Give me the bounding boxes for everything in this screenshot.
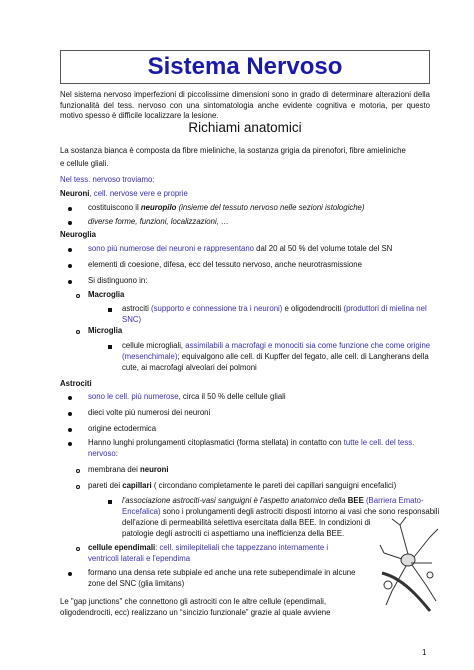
text: BEE	[347, 496, 364, 505]
text: (supporto e connessione tra i neuroni)	[151, 304, 283, 313]
bee-line-4: patologie degli astrociti ci aspettiamo una inefficienza della BEE.	[122, 529, 345, 538]
text: sono i prolungamenti degli astrociti disposti intorno ai vasi che sono responsabili	[160, 507, 440, 516]
text: :	[115, 449, 118, 458]
neuroni-label: Neuroni	[60, 189, 90, 198]
sostanza-line-1: La sostanza bianca è composta da fibre mieliniche, la sostanza grigia da pirenofori, fibre amieliniche	[60, 146, 406, 155]
pareti-line	[88, 481, 396, 492]
bullet-dot	[68, 248, 72, 252]
bullet-dot	[68, 221, 72, 225]
text: e oligodendrociti	[282, 304, 344, 313]
text: (insieme del tessuto nervoso nelle sezioni istologiche)	[176, 203, 365, 212]
tess-trovi: Nel tess. nervoso troviamo:	[60, 175, 155, 184]
text: tutte le cell. del tess.	[343, 438, 415, 447]
text: ; equivalgono alle cell. di Kupffer del fegato, alle cell. di Langherans della	[177, 352, 429, 361]
ependimali-line-1	[88, 543, 328, 554]
bullet-dot	[68, 207, 72, 211]
text: nervoso	[88, 449, 116, 458]
gap-line-1: Le "gap junctions" che connettono gli astrociti con le altre cellule (ependimali,	[60, 597, 327, 606]
neuroni-bullet-2: diverse forme, funzioni, localizzazioni, …	[88, 217, 229, 226]
text: (produttori di mielina nel	[343, 304, 427, 313]
astrociti-bullet-2: dieci volte più numerosi dei neuroni	[88, 408, 211, 417]
astrociti-bullet-1	[88, 392, 286, 403]
astrocyte-illustration	[378, 515, 442, 620]
rete-line-2: zone del SNC (glia limitans)	[88, 579, 185, 588]
intro-paragraph: Nel sistema nervoso imperfezioni di piccolissime dimensioni sono in grado di determinare alterazioni della funzionalità del tess. nervoso con una sintomatologia anche evidente cognitiva e motoria, per questo motivo spesso è difficile localizzare la lesione.	[60, 90, 430, 121]
bullet-dot	[68, 264, 72, 268]
macroglia-line-1	[122, 304, 427, 315]
neuroglia-bullet-2: elementi di coesione, difesa, ecc del tessuto nervoso, anche neurotrasmissione	[88, 260, 362, 269]
astrociti-bullet-4-line-1	[88, 438, 414, 449]
text: pareti dei	[88, 481, 123, 490]
text: dal 20 al 50 % del volume totale del SN	[254, 244, 393, 253]
neuroni-rest: , cell. nervose vere e proprie	[89, 189, 188, 198]
bullet-square	[108, 345, 112, 349]
section-heading: Richiami anatomici	[188, 120, 302, 135]
macroglia-line-2: SNC)	[122, 315, 142, 324]
gap-line-2: oligodendrociti, ecc) realizzano un “sincizio funzionale” grazie al quale avviene	[60, 608, 331, 617]
sostanza-line-2: e cellule gliali.	[60, 159, 109, 168]
bee-line-1	[122, 496, 424, 507]
neuroni-heading	[60, 189, 188, 200]
bullet-circle	[76, 469, 80, 473]
text: Hanno lunghi prolungamenti citoplasmatici (forma stellata) in contatto con	[88, 438, 344, 447]
neuroni-bullet-1	[88, 203, 365, 214]
text: :	[155, 543, 160, 552]
text: cell. similepiteliali che tappezzano internamente i	[159, 543, 329, 552]
astrociti-bullet-4-line-2	[88, 449, 118, 460]
bullet-circle	[76, 547, 80, 551]
text: astrociti	[122, 304, 152, 313]
ependimali-line-2: ventricoli laterali e l'ependima	[88, 554, 191, 563]
bullet-square	[108, 500, 112, 504]
neuropilo-term: neuropilo	[140, 203, 177, 212]
bullet-dot	[68, 442, 72, 446]
membrana-line	[88, 465, 169, 476]
neuroglia-bullet-3: Si distinguono in:	[88, 276, 148, 285]
bullet-dot	[68, 396, 72, 400]
text: (mesenchimale)	[122, 352, 178, 361]
text: Encefalica)	[122, 507, 161, 516]
bullet-circle	[76, 485, 80, 489]
text: membrana dei	[88, 465, 141, 474]
rete-line-1: formano una densa rete subpiale ed anche una rete subependimale in alcune	[88, 568, 356, 577]
bullet-dot	[68, 428, 72, 432]
text: costituiscono il	[88, 203, 141, 212]
macroglia-label: Macroglia	[88, 290, 125, 299]
bullet-dot	[68, 412, 72, 416]
page-number: 1	[422, 648, 427, 657]
text: sono le cell. più numerose	[88, 392, 179, 401]
microglia-line-3: cute, ai macrofagi alveolari dei polmoni	[122, 363, 257, 372]
text: (Barriera Emato-	[363, 496, 424, 505]
text: assimilabili a macrofagi e monociti sia come funzione che come origine	[185, 341, 431, 350]
text: cellule microgliali,	[122, 341, 186, 350]
microglia-line-1	[122, 341, 430, 352]
astrociti-label: Astrociti	[60, 379, 92, 388]
text: , circa il 50 % delle cellule gliali	[178, 392, 286, 401]
neuroglia-label: Neuroglia	[60, 230, 96, 239]
text: l'associazione astrociti-vasi sanguigni è l'aspetto anatomico della	[122, 496, 348, 505]
text: cellule ependimali	[88, 543, 156, 552]
bullet-circle	[76, 330, 80, 334]
bee-line-3: dell'azione di permeabilità selettiva esercitata dalla BEE. In condizioni di	[122, 518, 371, 527]
text: capillari	[122, 481, 152, 490]
text: ( circondano completamente le pareti dei capillari sanguigni encefalici)	[151, 481, 397, 490]
bullet-square	[108, 308, 112, 312]
neuroglia-bullet-1	[88, 244, 392, 255]
microglia-label: Microglia	[88, 326, 123, 335]
title-box	[60, 50, 430, 84]
bullet-circle	[76, 294, 80, 298]
text: neuroni	[140, 465, 169, 474]
text: sono più numerose dei neuroni e rappresentano	[88, 244, 255, 253]
bullet-dot	[68, 572, 72, 576]
bullet-dot	[68, 280, 72, 284]
astrociti-bullet-3: origine ectodermica	[88, 424, 157, 433]
microglia-line-2	[122, 352, 429, 363]
page-title: Sistema Nervoso	[147, 53, 343, 80]
astrocyte-drawing	[378, 515, 442, 615]
